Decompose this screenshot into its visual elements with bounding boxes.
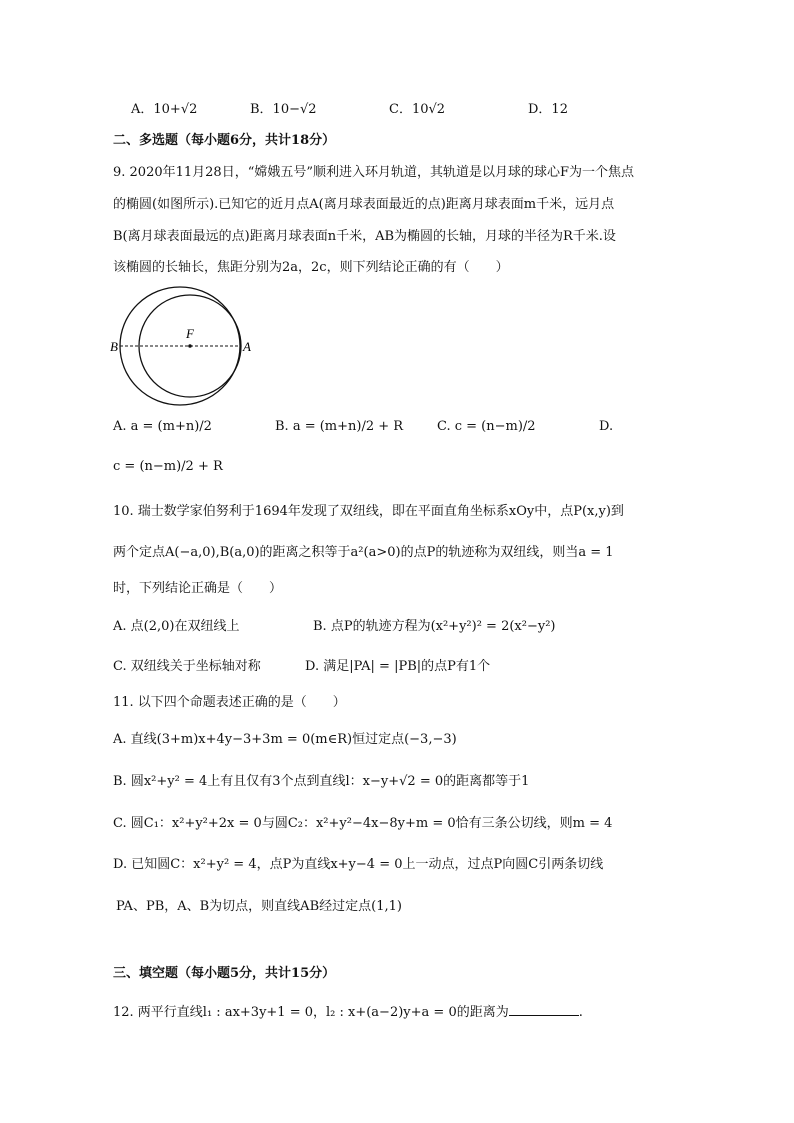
orbit-figure [108, 283, 258, 413]
q9-option-c: C. c = (n−m)/2 [437, 419, 536, 434]
q8-option-c: C．10√2 [389, 102, 446, 117]
answer-blank [509, 1003, 579, 1016]
q11-stem: 11. 以下四个命题表述正确的是（ ） [113, 695, 346, 710]
section3-title: 三、填空题（每小题5分，共计15分） [113, 966, 336, 981]
q9-line1: 9. 2020年11月28日，“嫦娥五号”顺利进入环月轨道，其轨道是以月球的球心F为一个焦点 [113, 165, 635, 180]
q10-line2: 两个定点A(−a,0),B(a,0)的距离之积等于a²(a>0)的点P的轨迹称为双纽线，则当a = 1 [113, 545, 614, 560]
q10-line3: 时，下列结论正确是（ ） [113, 581, 283, 596]
q8-option-a: A．10+√2 [131, 102, 198, 117]
q10-option-b: B. 点P的轨迹方程为(x²+y²)² = 2(x²−y²) [313, 619, 556, 634]
q11-option-b: B. 圆x²+y² = 4上有且仅有3个点到直线l：x−y+√2 = 0的距离都等于1 [113, 774, 530, 789]
q8-option-d: D．12 [528, 102, 568, 117]
q9-line4: 该椭圆的长轴长，焦距分别为2a，2c，则下列结论正确的有（ ） [113, 260, 509, 275]
q11-option-a: A. 直线(3+m)x+4y−3+3m = 0(m∈R)恒过定点(−3,−3) [113, 732, 457, 747]
q9-option-b: B. a = (m+n)/2 + R [275, 419, 404, 434]
q9-line3: B(离月球表面最远的点)距离月球表面n千米，AB为椭圆的长轴，月球的半径为R千米.设 [113, 229, 616, 244]
q9-line2: 的椭圆(如图所示).已知它的近月点A(离月球表面最近的点)距离月球表面m千米，远月点 [113, 197, 615, 212]
section2-title: 二、多选题（每小题6分，共计18分） [113, 133, 336, 148]
q12-end: . [578, 1005, 583, 1020]
q9-option-d: c = (n−m)/2 + R [113, 459, 223, 474]
label-B: B [110, 339, 118, 354]
q10-line1: 10. 瑞士数学家伯努利于1694年发现了双纽线，即在平面直角坐标系xOy中，点P(x,y)到 [113, 504, 624, 519]
q9-option-a: A. a = (m+n)/2 [113, 419, 212, 434]
label-A: A [243, 339, 251, 354]
q10-option-c: C. 双纽线关于坐标轴对称 [113, 659, 261, 674]
q11-option-c: C. 圆C₁：x²+y²+2x = 0与圆C₂：x²+y²−4x−8y+m = 0恰有三条公切线，则m = 4 [113, 816, 613, 831]
q12-text: 12. 两平行直线l₁ : ax+3y+1 = 0，l₂ : x+(a−2)y+a = 0的距离为 [113, 1005, 509, 1020]
q10-option-a: A. 点(2,0)在双纽线上 [113, 619, 240, 634]
q9-option-d-label: D. [599, 419, 614, 434]
q11-option-d-line2: PA、PB，A、B为切点，则直线AB经过定点(1,1) [116, 899, 402, 914]
q11-option-d-line1: D. 已知圆C：x²+y² = 4，点P为直线x+y−4 = 0上一动点，过点P向圆C引两条切线 [113, 857, 604, 872]
q12-line [113, 1003, 583, 1022]
q8-option-b: B．10−√2 [250, 102, 317, 117]
q10-option-d: D. 满足|PA| = |PB|的点P有1个 [305, 659, 491, 674]
label-F: F [186, 326, 194, 341]
focus-point [188, 344, 192, 348]
